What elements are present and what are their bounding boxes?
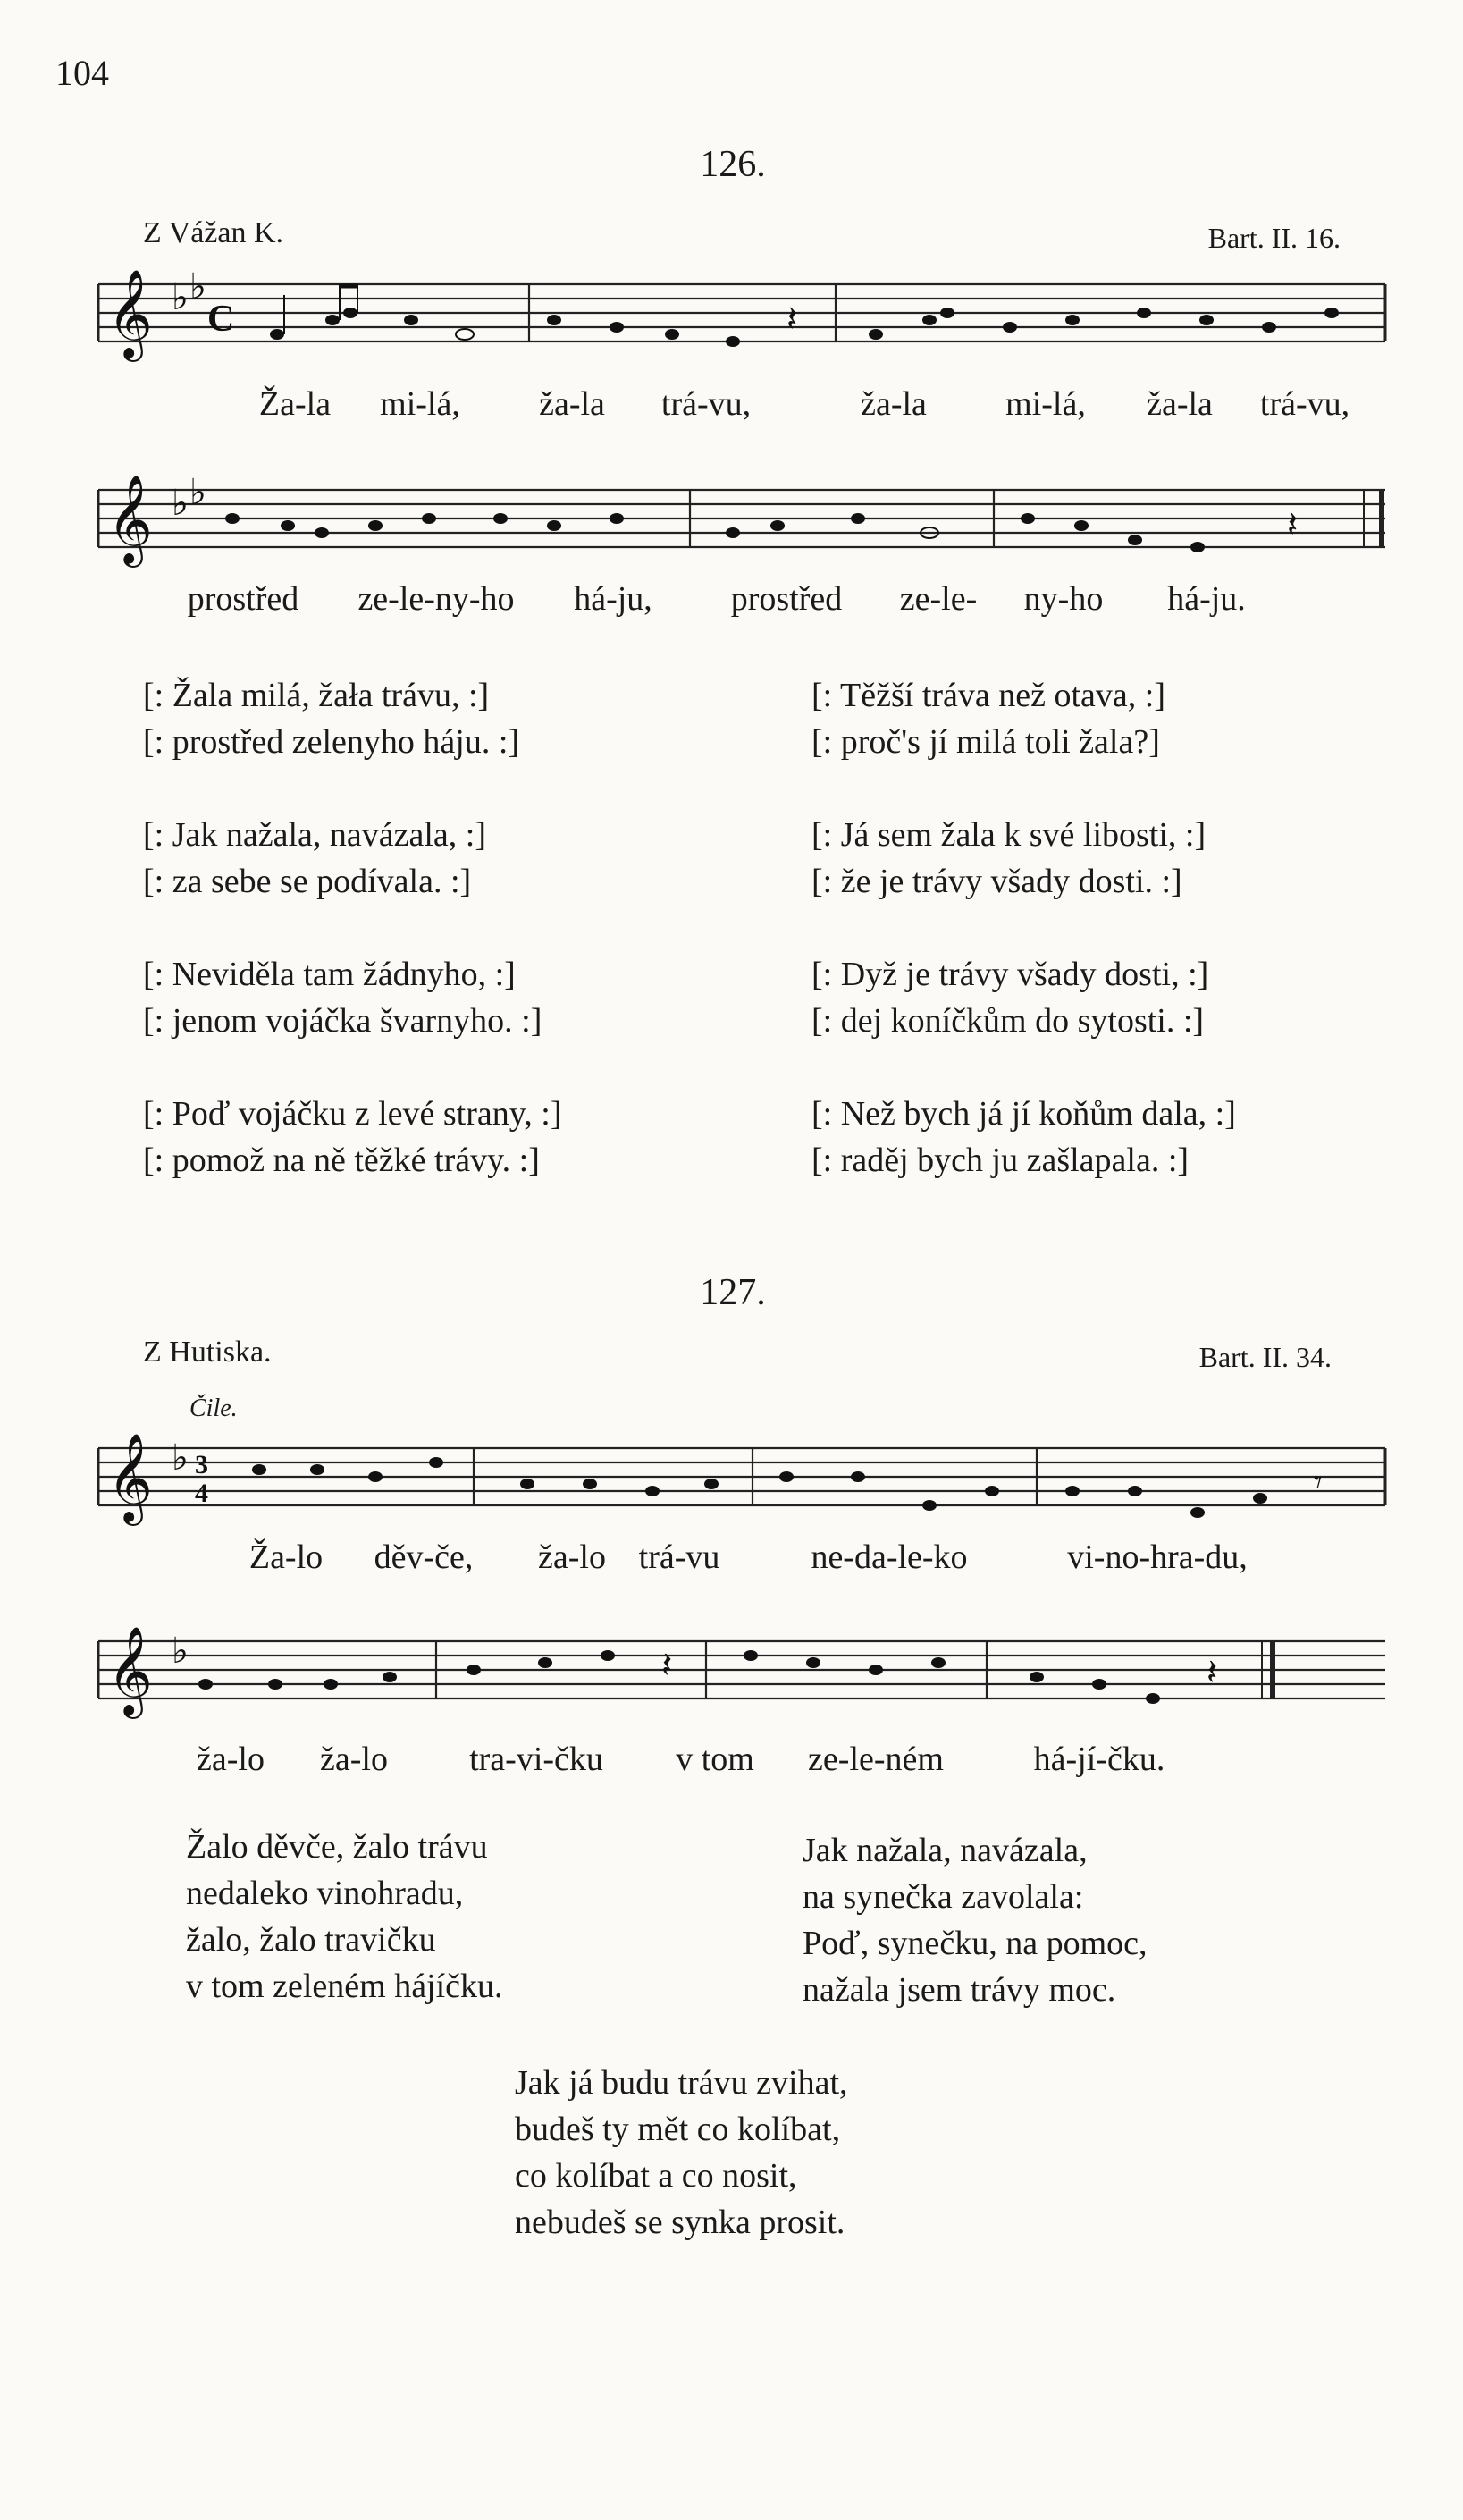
lyric-syllable: ze-le-ném xyxy=(808,1740,944,1778)
lyric-syllable: trá-vu, xyxy=(1259,385,1350,423)
lyric-syllable: Ža-la xyxy=(258,385,332,423)
verse-line: [: Dyž je trávy všady dosti, :] xyxy=(811,956,1209,993)
verse-line: [: Jak nažala, navázala, :] xyxy=(143,816,486,854)
page-number: 104 xyxy=(55,53,109,93)
lyric-syllable: ža-lo xyxy=(197,1740,265,1778)
lyric-syllable: ža-la xyxy=(861,385,927,423)
verse-line: [: Poď vojáčku z levé strany, :] xyxy=(143,1095,562,1133)
lyric-syllable: prostřed xyxy=(730,580,843,618)
flat-icon: ♭ xyxy=(172,483,189,524)
svg-text:𝄾: 𝄾 xyxy=(1314,1464,1323,1501)
notes-song-126-line-1 xyxy=(270,284,1339,347)
lyric-syllable: trá-vu, xyxy=(660,385,752,423)
verse-line: co kolíbat a co nosit, xyxy=(515,2157,797,2195)
verses-left-column xyxy=(143,672,561,1230)
song-number: 127. xyxy=(700,1272,766,1313)
verse-line: Poď, synečku, na pomoc, xyxy=(803,1925,1148,1962)
lyric-syllable: ža-lo xyxy=(320,1740,388,1778)
song-source: Bart. II. 16. xyxy=(1207,222,1341,254)
notes-song-127-line-1 xyxy=(252,1457,1323,1518)
verse-line: žalo, žalo travičku xyxy=(186,1921,436,1959)
verse-line: [: Já sem žala k své libosti, :] xyxy=(811,816,1207,854)
flat-icon: ♭ xyxy=(189,266,206,308)
verse xyxy=(811,951,1236,1044)
lyric-syllable: há-ju, xyxy=(574,580,652,618)
lyrics-line xyxy=(0,1538,1463,1582)
svg-text:𝄽: 𝄽 xyxy=(786,299,798,340)
lyrics-line xyxy=(0,384,1463,429)
verse-line: na synečka zavolala: xyxy=(803,1878,1084,1916)
verse xyxy=(811,672,1236,765)
verse-line: [: Neviděla tam žádnyho, :] xyxy=(143,956,516,993)
treble-clef-icon: 𝄞 xyxy=(107,269,153,358)
song-origin: Z Vážan K. xyxy=(143,216,284,249)
verse-line: [: pomož na ně těžké trávy. :] xyxy=(143,1142,540,1179)
lyric-syllable: vi-no-hra-du, xyxy=(1067,1538,1248,1576)
staff-song-126-line-1 xyxy=(98,284,1385,341)
verse-line: nažala jsem trávy moc. xyxy=(803,1971,1116,2009)
lyric-syllable: ža-la xyxy=(539,385,605,423)
staff-song-126-line-2 xyxy=(98,490,1385,547)
lyric-syllable: v tom xyxy=(676,1740,754,1778)
verse xyxy=(143,1091,561,1184)
lyric-syllable: prostřed xyxy=(187,580,299,618)
lyric-syllable: ze-le-ny-ho xyxy=(357,580,515,618)
verse xyxy=(811,1091,1236,1184)
verse-line: Jak nažala, navázala, xyxy=(803,1832,1088,1869)
verse-line: v tom zeleném hájíčku. xyxy=(186,1968,503,2005)
lyric-syllable: há-jí-čku. xyxy=(1033,1740,1165,1778)
lyric-syllable: tra-vi-čku xyxy=(469,1740,603,1778)
verse-line: [: že je trávy všady dosti. :] xyxy=(811,863,1182,900)
verse-line: [: Žala milá, žała trávu, :] xyxy=(143,677,490,714)
lyric-syllable: ža-lo xyxy=(538,1538,606,1576)
flat-icon: ♭ xyxy=(172,277,189,318)
treble-clef-icon: 𝄞 xyxy=(107,1433,153,1522)
song-number: 126. xyxy=(700,144,766,185)
verse-line: Žalo děvče, žalo trávu xyxy=(186,1828,488,1866)
verse xyxy=(143,812,561,905)
staff-song-127-line-2 xyxy=(98,1641,1385,1698)
verse-line: [: proč's jí milá toli žala?] xyxy=(811,723,1160,761)
song-source: Bart. II. 34. xyxy=(1198,1341,1332,1373)
lyric-syllable: mi-lá, xyxy=(1005,385,1086,423)
flat-icon: ♭ xyxy=(172,1631,189,1672)
notes-song-126-line-2 xyxy=(225,504,1298,552)
song-origin: Z Hutiska. xyxy=(143,1336,272,1369)
lyric-syllable: ne-da-le-ko xyxy=(811,1538,968,1576)
time-signature-bottom: 4 xyxy=(195,1479,208,1508)
verses-right-column xyxy=(811,672,1236,1230)
verse-line: budeš ty mět co kolíbat, xyxy=(515,2111,841,2148)
svg-text:𝄽: 𝄽 xyxy=(1287,504,1299,545)
stanza-right xyxy=(803,1827,1148,2013)
tempo-marking: Čile. xyxy=(189,1395,238,1422)
verse-line: [: prostřed zelenyho háju. :] xyxy=(143,723,520,761)
verse-line: [: jenom vojáčka švarnyho. :] xyxy=(143,1002,542,1040)
treble-clef-icon: 𝄞 xyxy=(107,1626,153,1715)
verse-line: [: dej koníčkům do sytosti. :] xyxy=(811,1002,1205,1040)
verse-line: [: Než bych já jí koňům dala, :] xyxy=(811,1095,1236,1133)
treble-clef-icon: 𝄞 xyxy=(107,475,153,564)
verse xyxy=(811,812,1236,905)
lyric-syllable: děv-če, xyxy=(374,1538,474,1576)
lyrics-line xyxy=(0,579,1463,624)
flat-icon: ♭ xyxy=(189,472,206,513)
stanza-left xyxy=(186,1824,503,2010)
lyric-syllable: ny-ho xyxy=(1023,580,1104,618)
verse-line: nedaleko vinohradu, xyxy=(186,1875,464,1912)
time-signature-common: C xyxy=(207,299,235,340)
lyric-syllable: há-ju. xyxy=(1167,580,1246,618)
svg-text:𝄽: 𝄽 xyxy=(1207,1652,1218,1693)
svg-text:𝄽: 𝄽 xyxy=(661,1645,673,1686)
lyrics-line xyxy=(0,1740,1463,1784)
verse xyxy=(143,672,561,765)
verse-line: Jak já budu trávu zvihat, xyxy=(515,2064,848,2102)
time-signature-top: 3 xyxy=(195,1450,208,1479)
lyric-syllable: mi-lá, xyxy=(380,385,460,423)
verse-line: [: Těžší tráva než otava, :] xyxy=(811,677,1165,714)
verse-line: nebudeš se synka prosit. xyxy=(515,2204,845,2241)
notes-song-127-line-2 xyxy=(198,1645,1217,1704)
lyric-syllable: ža-la xyxy=(1147,385,1213,423)
staff-song-127-line-1 xyxy=(98,1448,1385,1505)
verse xyxy=(143,951,561,1044)
verse-line: [: raděj bych ju zašlapala. :] xyxy=(811,1142,1190,1179)
verse-line: [: za sebe se podívala. :] xyxy=(143,863,472,900)
stanza-center xyxy=(515,2060,848,2246)
flat-icon: ♭ xyxy=(172,1437,189,1479)
lyric-syllable: Ža-lo xyxy=(248,1538,324,1576)
lyric-syllable: trá-vu xyxy=(638,1538,720,1576)
lyric-syllable: ze-le- xyxy=(899,580,978,618)
